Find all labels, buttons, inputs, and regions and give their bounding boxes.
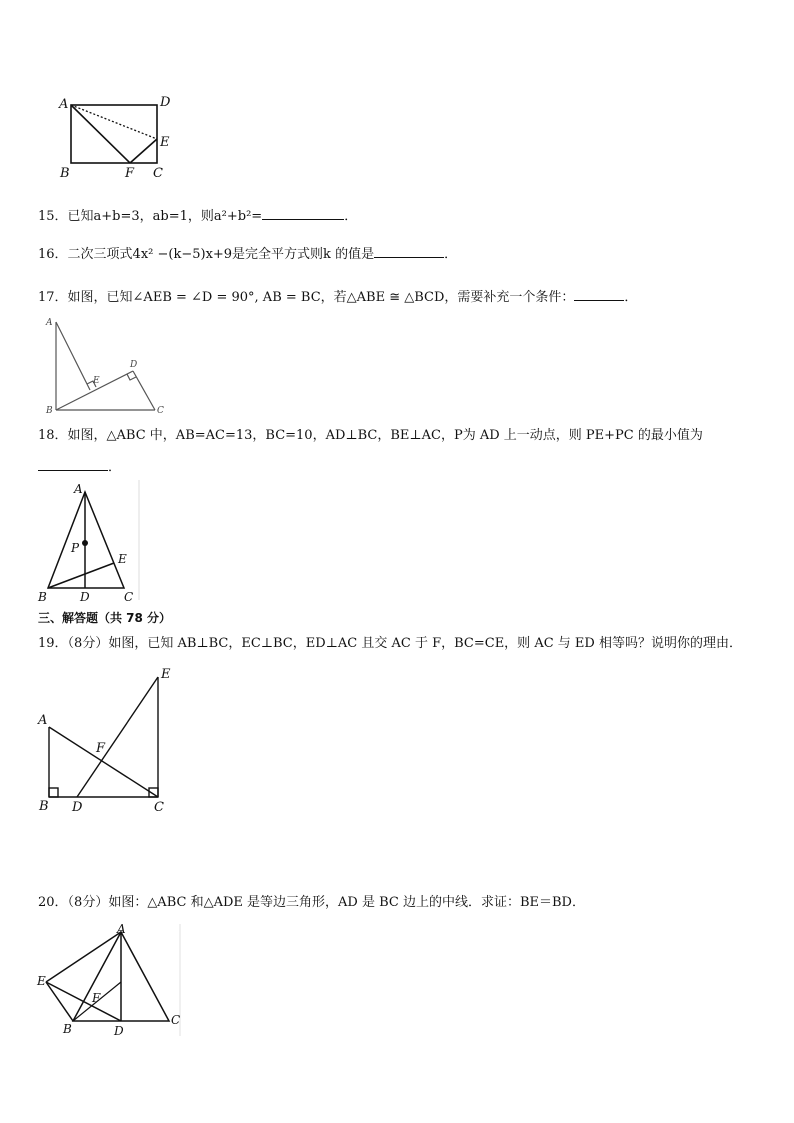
label-C: C <box>154 800 164 815</box>
label-A: A <box>117 922 126 936</box>
question-16-text: 16．二次三项式4x² −(k−5)x+9是完全平方式则k 的值是 <box>38 247 375 262</box>
label-D: D <box>130 360 138 370</box>
label-D: D <box>114 1024 124 1038</box>
label-A: A <box>46 318 53 328</box>
answer-blank-15[interactable] <box>262 207 344 220</box>
label-D: D <box>72 800 83 815</box>
question-17 <box>38 288 637 306</box>
label-C: C <box>157 406 164 416</box>
label-D: D <box>80 590 90 604</box>
label-E: E <box>160 135 170 150</box>
answer-blank-16[interactable] <box>374 245 444 258</box>
label-B: B <box>38 590 47 604</box>
question-18 <box>38 428 703 444</box>
question-20-text: 20．（8分）如图：△ABC 和△ADE 是等边三角形，AD 是 BC 边上的中线．求证：BE＝BD． <box>38 895 585 910</box>
question-17-text: 17．如图，已知∠AEB = ∠D = 90°, AB = BC，若△ABE ≅ △BCD，需要补充一个条件： <box>38 290 575 305</box>
label-E: E <box>37 974 46 988</box>
label-E: E <box>118 552 127 566</box>
label-E: E <box>161 667 171 682</box>
label-D: D <box>160 95 171 110</box>
answer-blank-17[interactable] <box>574 288 624 301</box>
label-A: A <box>38 713 48 728</box>
figure-q18 <box>35 478 145 606</box>
figure-rectangle <box>55 92 185 184</box>
figure-q17 <box>40 312 170 418</box>
label-F: F <box>92 991 101 1005</box>
figure-q20 <box>34 918 184 1040</box>
question-15-text: 15．已知a+b=3，ab=1，则a²+b²= <box>38 209 263 224</box>
label-C: C <box>153 166 163 181</box>
label-B: B <box>46 406 53 416</box>
question-19 <box>38 636 742 652</box>
label-P: P <box>71 541 80 555</box>
label-E: E <box>93 376 100 386</box>
question-15 <box>38 207 357 225</box>
label-F: F <box>125 166 135 181</box>
section-heading: 三、解答题（共 78 分） <box>38 611 172 625</box>
question-18-end: ． <box>108 460 122 475</box>
question-15-end: ． <box>344 209 358 224</box>
figure-q19 <box>35 664 175 816</box>
question-18-text: 18．如图，△ABC 中，AB=AC=13，BC=10，AD⊥BC，BE⊥AC，P为 AD 上一动点，则 PE+PC 的最小值为 <box>38 428 703 443</box>
label-A: A <box>59 97 69 112</box>
label-B: B <box>60 166 70 181</box>
question-16-end: ． <box>444 247 458 262</box>
label-F: F <box>96 741 106 756</box>
question-17-end: ． <box>624 290 638 305</box>
label-A: A <box>74 482 83 496</box>
label-C: C <box>171 1013 181 1027</box>
question-18-answer-line <box>38 458 121 476</box>
label-B: B <box>63 1022 72 1036</box>
label-B: B <box>39 799 49 814</box>
question-19-text: 19．（8分）如图，已知 AB⊥BC，EC⊥BC，ED⊥AC 且交 AC 于 F，BC=CE，则 AC 与 ED 相等吗？说明你的理由． <box>38 636 742 651</box>
question-16 <box>38 245 457 263</box>
question-20 <box>38 895 585 911</box>
answer-blank-18[interactable] <box>38 458 108 471</box>
label-C: C <box>124 590 134 604</box>
